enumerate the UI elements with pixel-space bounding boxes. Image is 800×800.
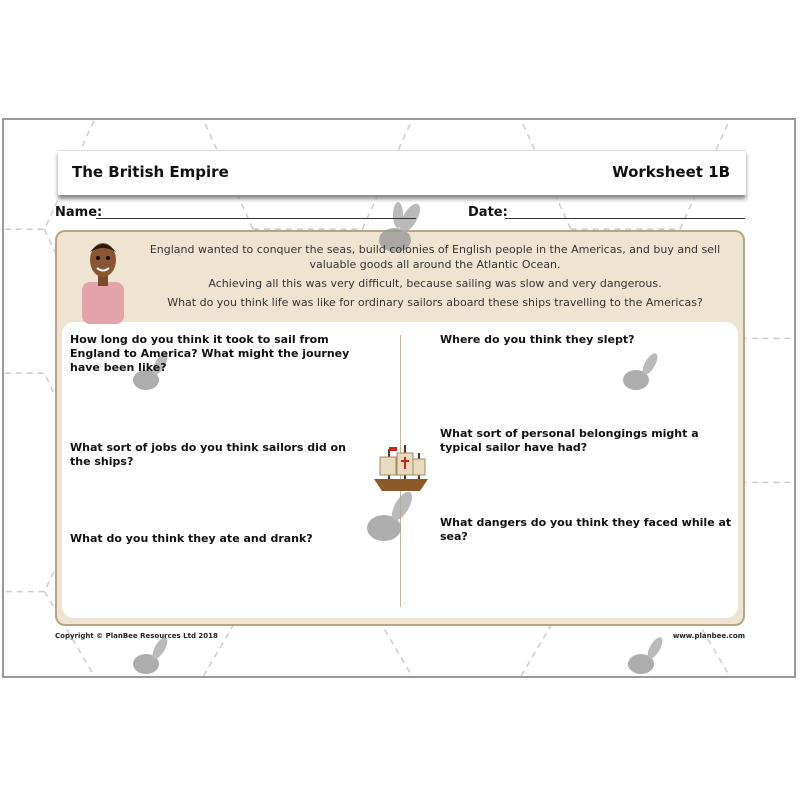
date-field[interactable] <box>505 218 745 219</box>
copyright-text: Copyright © PlanBee Resources Ltd 2018 <box>55 632 218 640</box>
worksheet-header <box>58 150 746 195</box>
name-field[interactable] <box>96 218 416 219</box>
worksheet-title: The British Empire <box>72 163 229 181</box>
name-label: Name: <box>55 205 103 220</box>
intro-paragraph: England wanted to conquer the seas, build colonies of English people in the Americas, and buy and sell valuable goods all around the Atlantic Ocean. <box>149 243 721 271</box>
question: What dangers do you think they faced while at sea? <box>440 516 732 543</box>
question: How long do you think it took to sail from England to America? What might the journey have been like? <box>70 333 350 374</box>
intro-paragraph: Achieving all this was very difficult, because sailing was slow and very dangerous. <box>208 277 662 290</box>
intro-paragraph: What do you think life was like for ordinary sailors aboard these ships travelling to the Americas? <box>167 296 703 309</box>
ship-illustration <box>370 443 432 495</box>
worksheet-number: Worksheet 1B <box>612 163 730 181</box>
planbee-watermark-icon <box>120 636 180 681</box>
character-illustration <box>78 238 128 324</box>
planbee-watermark-icon <box>615 636 675 681</box>
date-label: Date: <box>468 205 508 220</box>
question: What do you think they ate and drank? <box>70 532 313 545</box>
intro-text <box>140 242 730 314</box>
question: Where do you think they slept? <box>440 333 635 346</box>
planbee-watermark-icon <box>610 352 670 397</box>
question: What sort of jobs do you think sailors did on the ships? <box>70 441 346 468</box>
question: What sort of personal belongings might a typical sailor have had? <box>440 427 699 454</box>
website-link[interactable]: www.planbee.com <box>672 632 745 640</box>
